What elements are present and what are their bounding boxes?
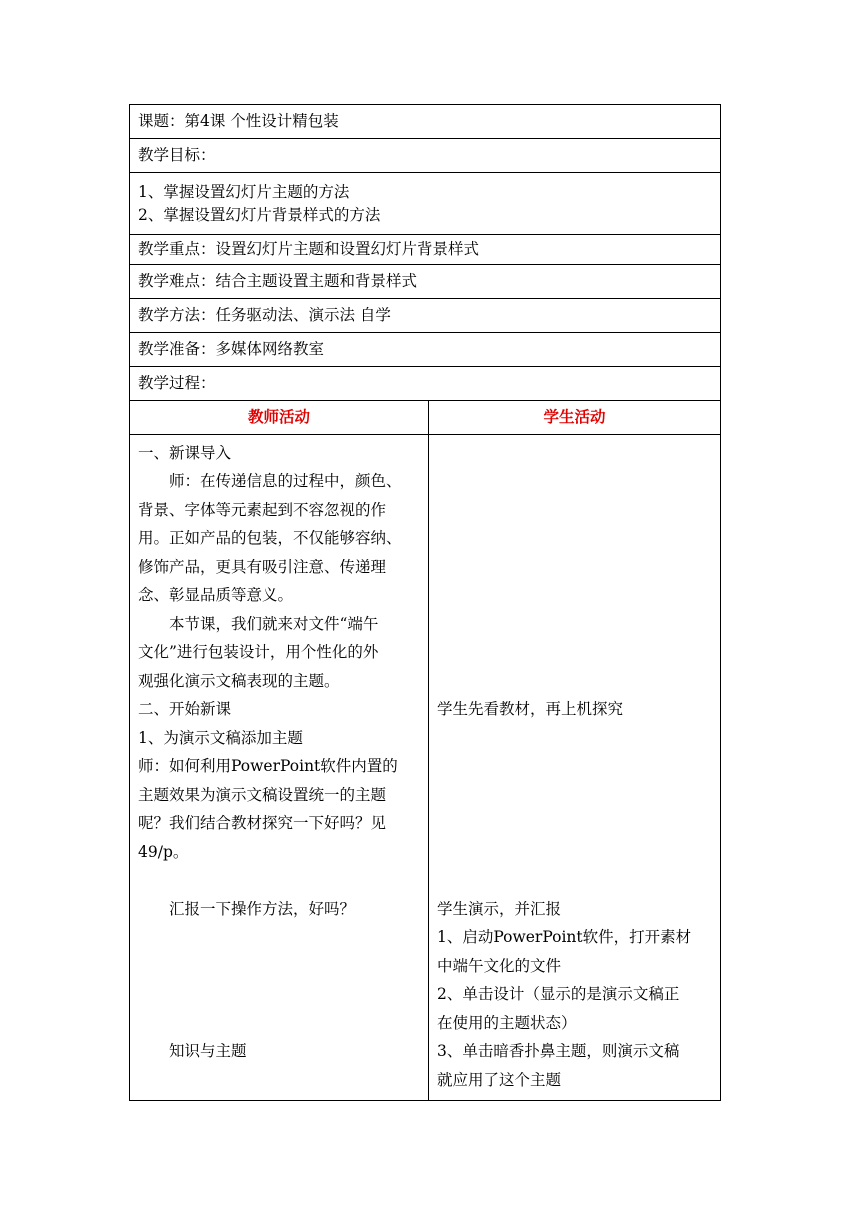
student-text: 学生先看教材，再上机探究 <box>437 700 624 718</box>
teacher-activity-cell <box>130 434 429 1100</box>
teacher-text: 呢？我们结合教材探究一下好吗？见 <box>138 814 387 832</box>
key-points-cell <box>130 235 721 265</box>
teacher-text: 观强化演示文稿表现的主题。 <box>138 671 340 690</box>
teacher-column-header: 教师活动 <box>130 400 429 434</box>
teacher-text: 文化”进行包装设计，用个性化的外 <box>138 643 379 661</box>
student-text: 2、单击设计（显示的是演示文稿正 <box>437 985 680 1003</box>
process-label-cell <box>130 366 721 400</box>
goals-cell <box>130 173 721 235</box>
student-column-header: 学生活动 <box>429 400 721 434</box>
teacher-text: 修饰产品，更具有吸引注意、传递理 <box>138 557 387 576</box>
student-text: 3、单击暗香扑鼻主题，则演示文稿 <box>437 1042 680 1060</box>
teacher-text: 师：如何利用PowerPoint软件内置的 <box>138 757 398 775</box>
teacher-text: 汇报一下操作方法，好吗？ <box>169 899 356 918</box>
student-text: 1、启动PowerPoint软件，打开素材 <box>437 928 692 946</box>
student-activity-cell <box>429 434 721 1100</box>
lesson-plan-table <box>129 104 721 1101</box>
topic-cell <box>130 105 721 139</box>
subsection-heading: 1、为演示文稿添加主题 <box>138 728 303 747</box>
difficulties-cell <box>130 264 721 298</box>
student-text: 中端午文化的文件 <box>437 956 562 975</box>
section-heading: 二、开始新课 <box>138 700 232 718</box>
teacher-text: 本节课，我们就来对文件“端午 <box>169 614 379 633</box>
teacher-text: 用。正如产品的包装，不仅能够容纳、 <box>138 529 402 547</box>
teacher-text: 知识与主题 <box>169 1042 247 1060</box>
preparation-cell <box>130 332 721 366</box>
section-heading: 一、新课导入 <box>138 443 232 462</box>
student-text: 在使用的主题状态） <box>437 1013 577 1032</box>
student-text: 学生演示，并汇报 <box>437 899 562 918</box>
goal-item: 1、掌握设置幻灯片主题的方法 <box>138 182 350 201</box>
methods-cell <box>130 298 721 332</box>
goals-label-cell <box>130 139 721 173</box>
goal-item: 2、掌握设置幻灯片背景样式的方法 <box>138 205 381 224</box>
preparation-text: 教学准备：多媒体网络教室 <box>138 339 325 358</box>
teacher-text: 念、彰显品质等意义。 <box>138 586 294 604</box>
difficulties-text: 教学难点：结合主题设置主题和背景样式 <box>138 271 418 290</box>
key-points-text: 教学重点：设置幻灯片主题和设置幻灯片背景样式 <box>138 240 480 258</box>
methods-text: 教学方法：任务驱动法、演示法 自学 <box>138 305 391 324</box>
topic-text: 课题：第4课 个性设计精包装 <box>138 112 339 131</box>
student-text: 就应用了这个主题 <box>437 1070 562 1089</box>
goals-label: 教学目标： <box>138 146 216 165</box>
teacher-text: 背景、字体等元素起到不容忽视的作 <box>138 500 387 519</box>
teacher-text: 49/p。 <box>138 842 189 861</box>
teacher-text: 主题效果为演示文稿设置统一的主题 <box>138 785 387 804</box>
teacher-text: 师：在传递信息的过程中，颜色、 <box>169 472 402 490</box>
process-label: 教学过程： <box>138 373 216 392</box>
